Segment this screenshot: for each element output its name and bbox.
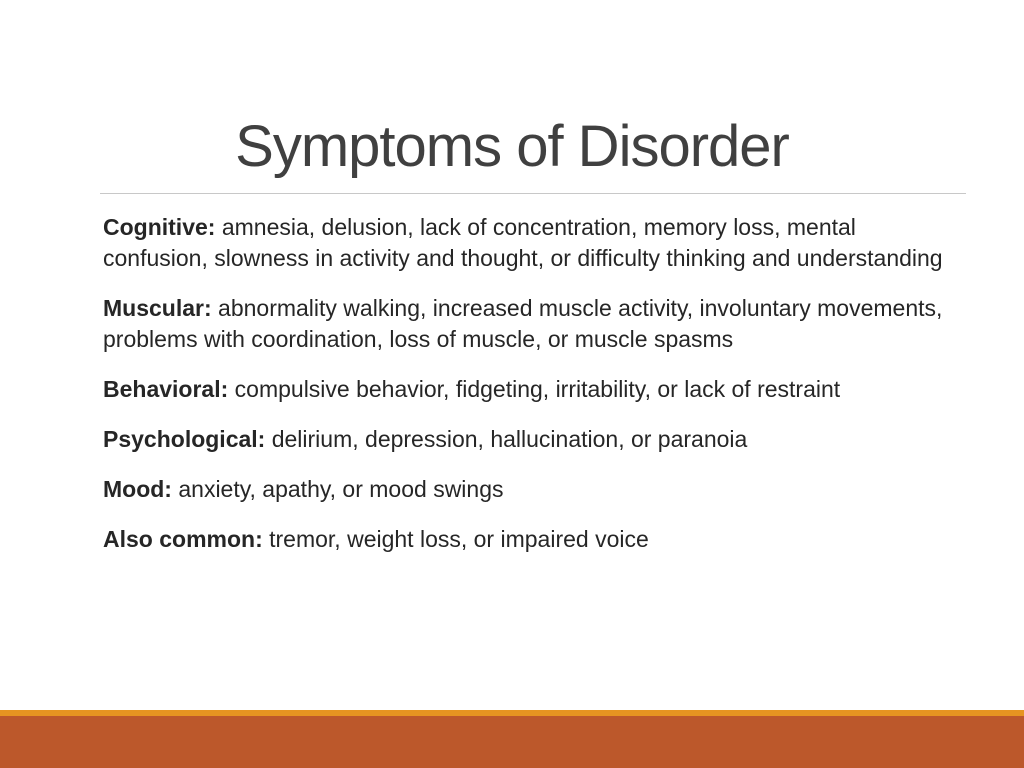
symptom-item-also-common <box>103 524 953 555</box>
symptom-list <box>103 212 953 574</box>
symptom-item-muscular <box>103 293 953 355</box>
symptom-label: Muscular: <box>103 295 212 321</box>
symptom-item-mood <box>103 474 953 505</box>
footer-band <box>0 716 1024 768</box>
symptom-label: Behavioral: <box>103 376 229 402</box>
symptom-item-cognitive <box>103 212 953 274</box>
symptom-text: delirium, depression, hallucination, or paranoia <box>271 426 748 452</box>
symptom-label: Psychological: <box>103 426 266 452</box>
slide-title: Symptoms of Disorder <box>235 114 789 179</box>
symptom-text: amnesia, delusion, lack of concentration, memory loss, mental confusion, slowness in activity and thought, or difficulty thinking and understanding <box>103 214 943 271</box>
symptom-label: Cognitive: <box>103 214 216 240</box>
symptom-label: Mood: <box>103 476 172 502</box>
symptom-text: anxiety, apathy, or mood swings <box>178 476 504 502</box>
symptom-item-psychological <box>103 424 953 455</box>
symptom-text: tremor, weight loss, or impaired voice <box>269 526 649 552</box>
symptom-item-behavioral <box>103 374 953 405</box>
symptom-text: compulsive behavior, fidgeting, irritability, or lack of restraint <box>234 376 841 402</box>
title-divider <box>100 193 966 194</box>
symptom-label: Also common: <box>103 526 263 552</box>
symptom-text: abnormality walking, increased muscle activity, involuntary movements, problems with coordination, loss of muscle, or muscle spasms <box>103 295 943 352</box>
